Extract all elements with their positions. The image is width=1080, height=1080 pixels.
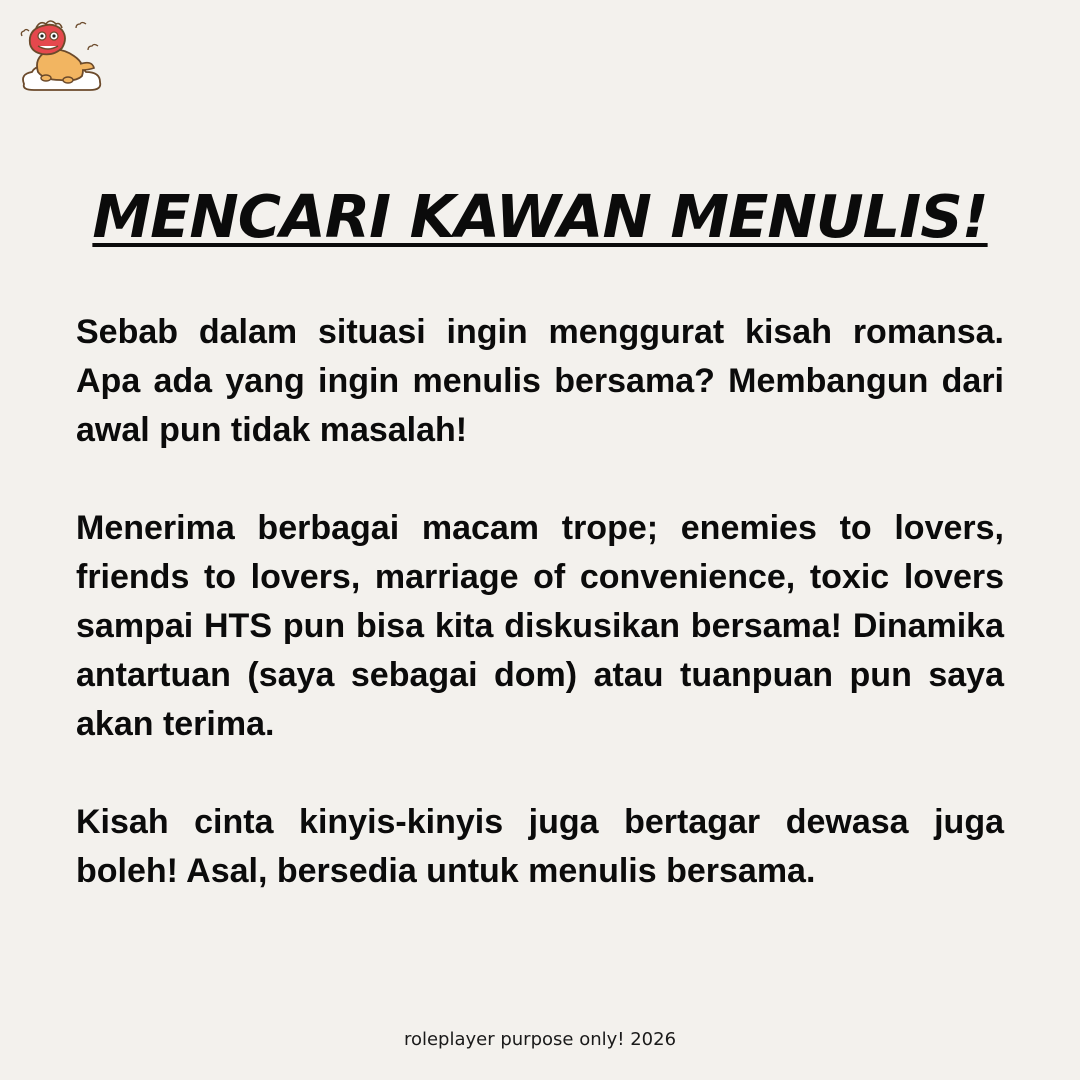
post-title: MENCARI KAWAN MENULIS! xyxy=(92,182,988,251)
lion-dance-mascot-icon xyxy=(16,14,108,96)
footer-note: roleplayer purpose only! 2026 xyxy=(403,1029,677,1050)
post-body xyxy=(76,308,1004,896)
body-paragraph-1: Sebab dalam situasi ingin menggurat kisah romansa. Apa ada yang ingin menulis bersama? Membangun dari awal pun tidak masalah! xyxy=(76,313,1004,449)
body-paragraph-3: Kisah cinta kinyis-kinyis juga bertagar dewasa juga boleh! Asal, bersedia untuk menulis bersama. xyxy=(76,803,1004,890)
body-paragraph-2: Menerima berbagai macam trope; enemies to lovers, friends to lovers, marriage of convenience, toxic lovers sampai HTS pun bisa kita diskusikan bersama! Dinamika antartuan (saya sebagai dom) atau tuanpuan pun saya akan terima. xyxy=(76,509,1004,743)
